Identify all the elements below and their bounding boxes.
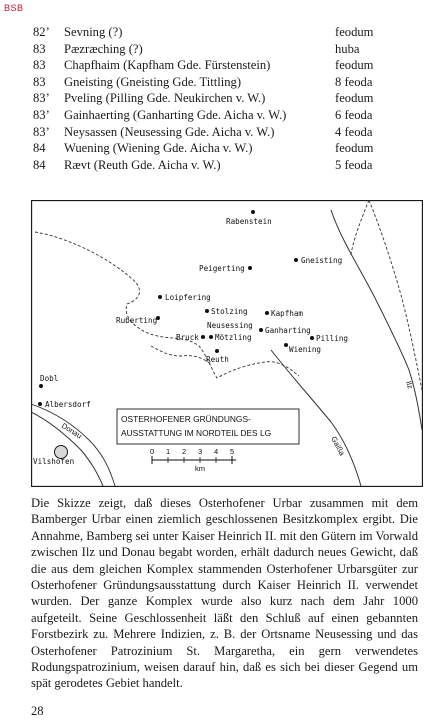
scale-tick-2: 2 <box>182 447 187 456</box>
bruck-dot <box>201 335 205 339</box>
place-label-vilshofen: Vilshofen <box>33 457 75 466</box>
place-label-kapfham: Kapfham <box>271 309 304 318</box>
body-paragraph: Die Skizze zeigt, daß dieses Osterhofener Urbar zusammen mit dem Bamberger Urbar einen ziemlich geschlossenen Besitzkomplex ergibt. Die Annahme, Bamberg sei unter Kaiser Heinrich II. mit den Gütern im Vorwald zwischen Ilz und Donau begabt worden, erhält dadurch neues Gewicht, daß die aus dem gleichen Komplex stammenden Osterhofener Urbarsgüter zur Osterhofener Gründungsausstattung durch Kaiser Heinrich II. verwendet wurden. Der ganze Komplex wurde also kurz nach dem Jahr 1000 aufgeteilt. Seine Geschlossenheit läßt den Schluß auf einen gebannten Forstbezirk zu. Mehrere Indizien, z. B. der Ortsname Neusessing und das Osterhofener Patrozinium St. Margaretha, ein gern verwendetes Rodungspatrozinium, weisen darauf hin, daß es sich bei dieser Gegend um spät gerodetes Gebiet handelt. <box>31 496 418 691</box>
row-number: 84 <box>33 141 46 156</box>
wiening-dot <box>284 343 288 347</box>
ganharting-dot <box>259 328 263 332</box>
scale-tick-3: 3 <box>198 447 203 456</box>
row-value: 4 feoda <box>335 124 373 139</box>
place-label-ganharting: Ganharting <box>265 326 311 335</box>
row-number: 83’ <box>33 124 50 139</box>
place-label-moetzling: Mötzling <box>215 333 252 342</box>
row-place: Neysassen (Neusessing Gde. Aicha v. W.) <box>64 124 275 139</box>
reuth-dot <box>215 349 219 353</box>
place-label-reuth: Reuth <box>206 355 229 364</box>
table-row <box>33 157 393 174</box>
table-row <box>33 41 393 58</box>
place-label-rabenstein: Rabenstein <box>226 217 272 226</box>
table-row <box>33 140 393 157</box>
scale-tick-1: 1 <box>166 447 171 456</box>
row-place: Pveling (Pilling Gde. Neukirchen v. W.) <box>64 91 266 106</box>
row-number: 82’ <box>33 25 50 39</box>
row-value: feodum <box>335 91 374 106</box>
table-row <box>33 24 393 41</box>
place-label-ruberting: Ruberting <box>116 316 158 325</box>
table-row <box>33 107 393 124</box>
row-number: 83’ <box>33 107 50 122</box>
peigerting-dot <box>248 266 252 270</box>
row-number: 83 <box>33 58 46 73</box>
loipfering-dot <box>158 295 162 299</box>
kapfham-dot <box>265 311 269 315</box>
place-label-bruck: Bruck <box>176 333 199 342</box>
row-number: 83’ <box>33 91 50 106</box>
place-label-neusessing: Neusessing <box>207 321 253 330</box>
place-label-pilling: Pilling <box>316 334 349 343</box>
table-row <box>33 124 393 141</box>
scale-bar <box>152 456 236 464</box>
table-row <box>33 57 393 74</box>
row-place: Sevning (?) <box>64 25 123 39</box>
table-row <box>33 74 393 91</box>
row-number: 83 <box>33 41 46 56</box>
scale-unit: km <box>195 464 205 473</box>
place-label-wiening: Wiening <box>289 345 322 354</box>
river-label-ilz: Ilz <box>404 379 415 390</box>
row-value: 6 feoda <box>335 107 373 122</box>
row-place: Rævt (Reuth Gde. Aicha v. W.) <box>64 157 221 172</box>
row-value: feodum <box>335 141 374 156</box>
row-place: Pæzræching (?) <box>64 41 143 56</box>
gaissa-river <box>271 350 361 486</box>
gneisting-dot <box>294 258 298 262</box>
albersdorf-dot <box>38 402 42 406</box>
rabenstein-dot <box>251 210 255 214</box>
river-label-donau: Donau <box>59 421 84 441</box>
place-dots <box>38 210 314 406</box>
row-place: Chapfhaim (Kapfham Gde. Fürstenstein) <box>64 58 271 73</box>
map-caption-line-1: OSTERHOFENER GRÜNDUNGS- <box>121 414 251 424</box>
moetzling-dot <box>209 335 213 339</box>
scale-tick-4: 4 <box>214 447 219 456</box>
row-place: Gainhaerting (Ganharting Gde. Aicha v. W.) <box>64 107 287 122</box>
property-table <box>33 24 393 173</box>
scale-tick-5: 5 <box>230 447 235 456</box>
scale-tick-0: 0 <box>150 447 155 456</box>
place-label-gneisting: Gneisting <box>301 256 343 265</box>
place-label-peigerting: Peigerting <box>199 264 245 273</box>
row-place: Gneisting (Gneisting Gde. Tittling) <box>64 74 242 89</box>
place-label-dobl: Dobl <box>40 374 59 383</box>
row-number: 84 <box>33 157 46 172</box>
row-value: 8 feoda <box>335 74 373 89</box>
map-sketch <box>31 200 423 487</box>
map-caption-line-2: AUSSTATTUNG IM NORDTEIL DES LG <box>121 428 272 438</box>
donau-river-bank <box>31 404 115 486</box>
place-label-albersdorf: Albersdorf <box>45 400 91 409</box>
river-label-gaissa: Gaißa <box>329 434 347 457</box>
row-place: Wuening (Wiening Gde. Aicha v. W.) <box>64 141 253 156</box>
row-value: huba <box>335 41 360 56</box>
ilz-river <box>331 210 422 430</box>
pilling-dot <box>310 336 314 340</box>
stolzing-dot <box>205 309 209 313</box>
place-label-loipfering: Loipfering <box>165 293 211 302</box>
dobl-dot <box>39 384 43 388</box>
page-number: 28 <box>31 704 44 718</box>
table-row <box>33 90 393 107</box>
bsb-watermark: BSB <box>4 3 24 13</box>
place-label-stolzing: Stolzing <box>211 307 248 316</box>
territory-boundary-south <box>151 346 211 364</box>
row-value: feodum <box>335 25 374 39</box>
row-value: feodum <box>335 58 374 73</box>
row-number: 83 <box>33 74 46 89</box>
row-value: 5 feoda <box>335 157 373 172</box>
